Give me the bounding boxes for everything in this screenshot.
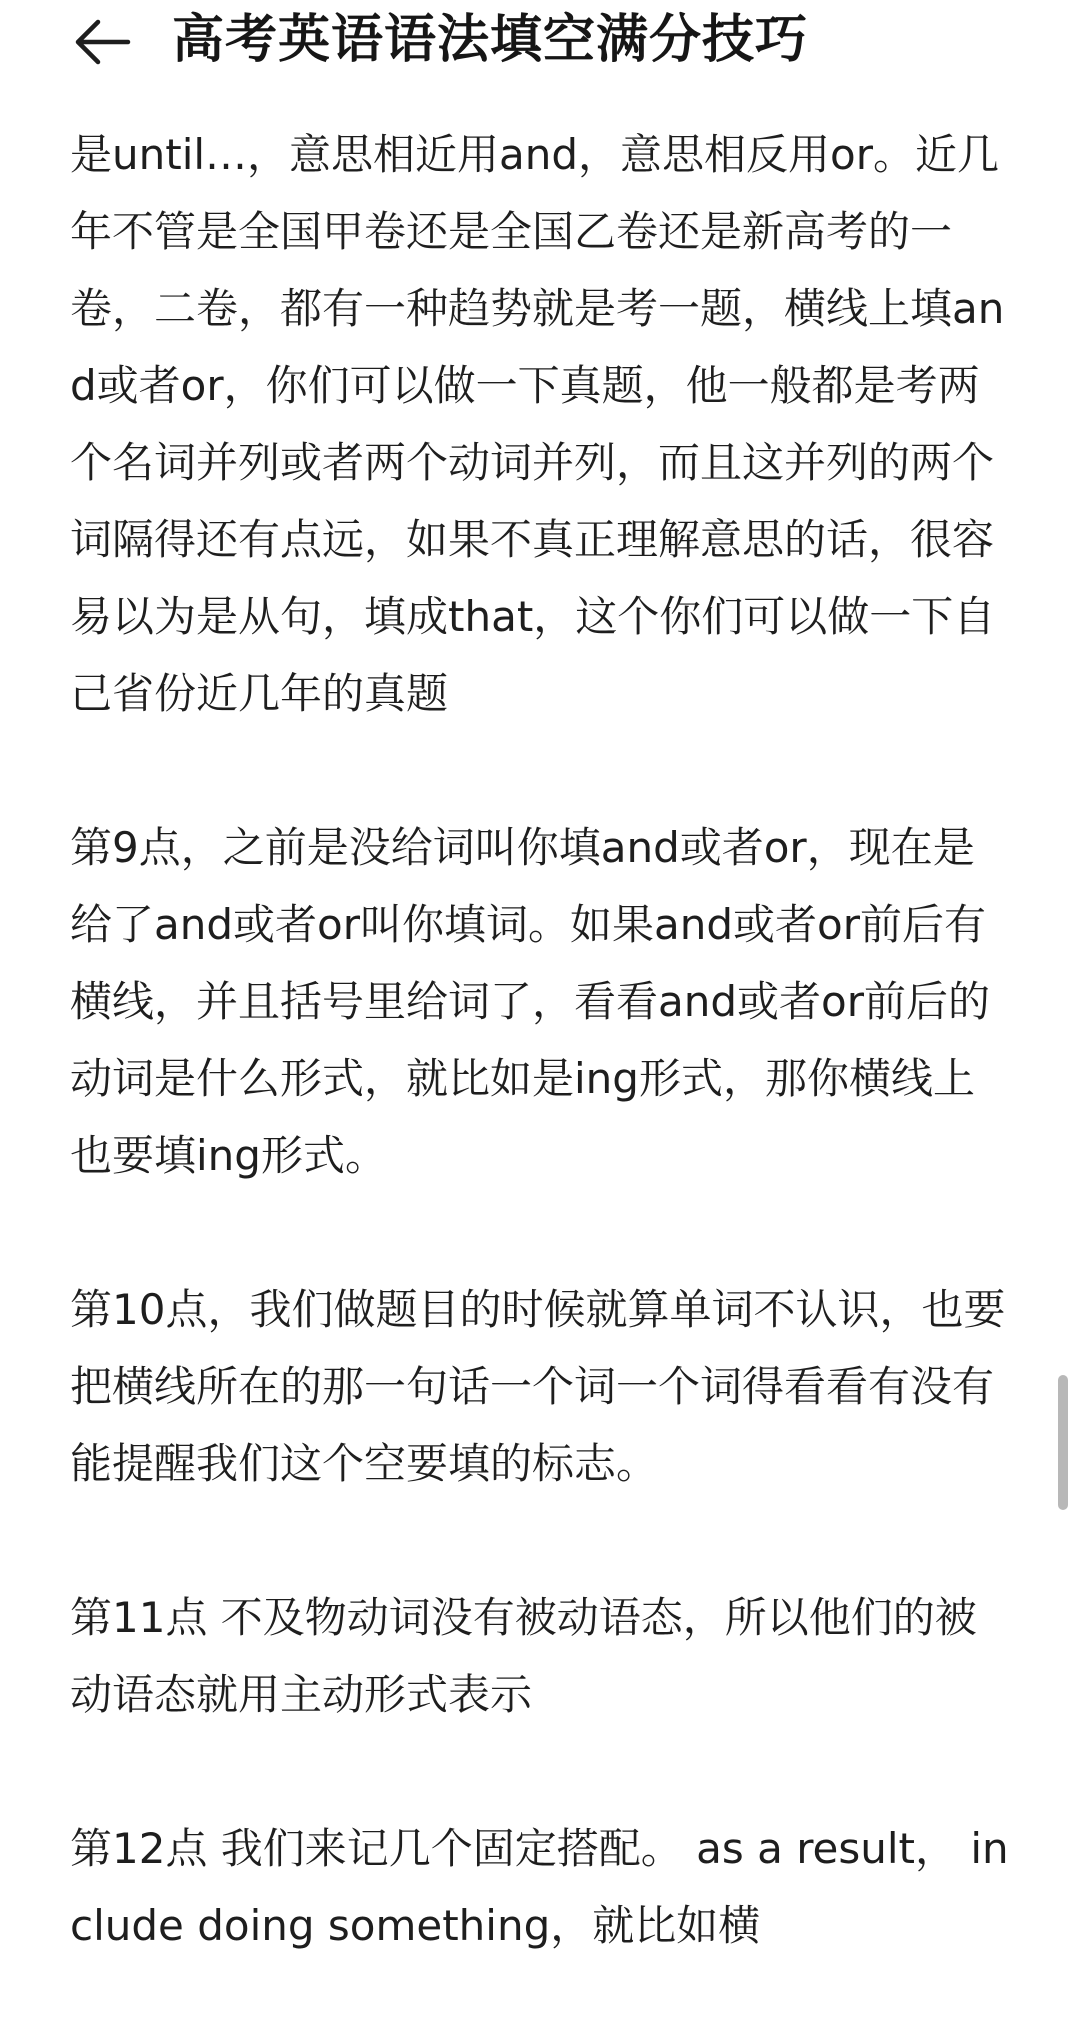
top-bar xyxy=(0,0,1080,84)
article-paragraph: 第9点，之前是没给词叫你填and或者or，现在是给了and或者or叫你填词。如果and或者or前后有横线，并且括号里给词了，看看and或者or前后的动词是什么形式，就比如是ing形式，那你横线上也要填ing形式。 xyxy=(70,823,990,1180)
back-button[interactable] xyxy=(70,10,134,74)
article-body xyxy=(70,116,1015,2035)
scrollbar-thumb[interactable] xyxy=(1058,1375,1068,1510)
article-paragraph: 第12点 我们来记几个固定搭配。 as a result， include doing something，就比如横 xyxy=(70,1824,1009,1950)
article-paragraph: 是until…，意思相近用and，意思相反用or。近几年不管是全国甲卷还是全国乙卷还是新高考的一卷，二卷，都有一种趋势就是考一题，横线上填and或者or，你们可以做一下真题，他一般都是考两个名词并列或者两个动词并列，而且这并列的两个词隔得还有点远，如果不真正理解意思的话，很容易以为是从句，填成that，这个你们可以做一下自己省份近几年的真题 xyxy=(70,130,1005,718)
article-paragraph: 第10点，我们做题目的时候就算单词不认识，也要把横线所在的那一句话一个词一个词得看看有没有能提醒我们这个空要填的标志。 xyxy=(70,1285,1006,1488)
arrow-left-icon xyxy=(70,10,134,74)
page-title: 高考英语语法填空满分技巧 xyxy=(172,10,809,70)
article-paragraph: 第11点 不及物动词没有被动语态，所以他们的被动语态就用主动形式表示 xyxy=(70,1593,977,1719)
